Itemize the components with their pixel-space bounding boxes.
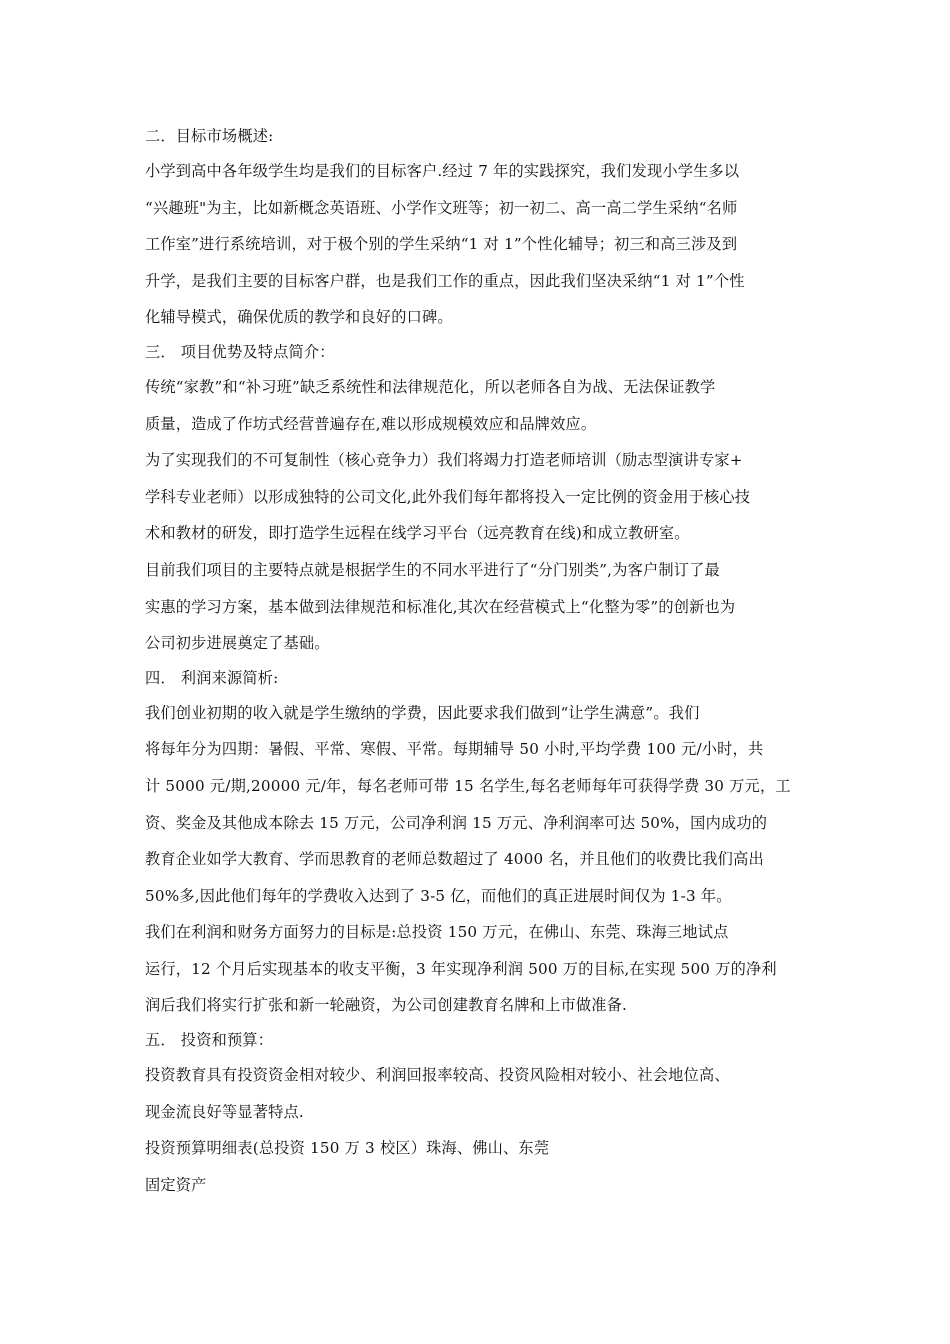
text-line: 目前我们项目的主要特点就是根据学生的不同水平进行了“分门别类”,为客户制订了最 <box>145 560 720 579</box>
text-line: 运行，12 个月后实现基本的收支平衡，3 年实现净利润 500 万的目标,在实现 500 万的净利 <box>145 959 777 978</box>
text-line: 教育企业如学大教育、学而思教育的老师总数超过了 4000 名，并且他们的收费比我们高出 <box>145 850 764 869</box>
section-heading: 三． 项目优势及特点简介： <box>145 342 335 361</box>
text-line: 化辅导模式，确保优质的教学和良好的口碑。 <box>145 308 453 327</box>
text-line: 润后我们将实行扩张和新一轮融资，为公司创建教育名牌和上市做准备. <box>145 996 628 1015</box>
text-line: 现金流良好等显著特点. <box>145 1102 304 1121</box>
text-line: 我们在利润和财务方面努力的目标是:总投资 150 万元，在佛山、东莞、珠海三地试点 <box>145 923 729 942</box>
text-line: 升学，是我们主要的目标客户群，也是我们工作的重点，因此我们坚决采纳“1 对 1”个性 <box>145 271 745 290</box>
text-line: 公司初步进展奠定了基础。 <box>145 634 330 653</box>
document-page <box>145 120 810 1203</box>
section-heading: 四． 利润来源简析: <box>145 668 279 687</box>
text-line: 传统“家教”和“补习班”缺乏系统性和法律规范化，所以老师各自为战、无法保证教学 <box>145 377 716 396</box>
section-heading: 五． 投资和预算： <box>145 1031 274 1050</box>
text-line: 实惠的学习方案，基本做到法律规范和标准化,其次在经营模式上“化整为零”的创新也为 <box>145 597 736 616</box>
text-line: 计 5000 元/期,20000 元/年，每名老师可带 15 名学生,每名老师每年可获得学费 30 万元，工 <box>145 776 791 795</box>
text-line: 学科专业老师）以形成独特的公司文化,此外我们每年都将投入一定比例的资金用于核心技 <box>145 487 751 506</box>
text-line: 我们创业初期的收入就是学生缴纳的学费，因此要求我们做到“让学生满意”。我们 <box>145 703 700 722</box>
text-line: 术和教材的研发，即打造学生远程在线学习平台（远亮教育在线)和成立教研室。 <box>145 524 690 543</box>
text-line: 固定资产 <box>145 1175 207 1194</box>
section-heading: 二．目标市场概述: <box>145 127 274 145</box>
text-line: 工作室”进行系统培训，对于极个别的学生采纳“1 对 1”个性化辅导；初三和高三涉及到 <box>145 235 738 254</box>
text-line: 资、奖金及其他成本除去 15 万元，公司净利润 15 万元、净利润率可达 50%，国内成功的 <box>145 813 768 832</box>
text-line: 质量，造成了作坊式经营普遍存在,难以形成规模效应和品牌效应。 <box>145 414 597 433</box>
text-line: “兴趣班"为主，比如新概念英语班、小学作文班等；初一初二、高一高二学生采纳“名师 <box>145 198 738 217</box>
text-line: 小学到高中各年级学生均是我们的目标客户.经过 7 年的实践探究，我们发现小学生多以 <box>145 162 740 180</box>
text-line: 投资预算明细表(总投资 150 万 3 校区）珠海、佛山、东莞 <box>145 1139 550 1158</box>
text-line: 为了实现我们的不可复制性（核心竞争力）我们将竭力打造老师培训（励志型演讲专家+ <box>145 451 743 470</box>
text-line: 投资教育具有投资资金相对较少、利润回报率较高、投资风险相对较小、社会地位高、 <box>145 1066 730 1085</box>
text-line: 将每年分为四期：暑假、平常、寒假、平常。每期辅导 50 小时,平均学费 100 元/小时，共 <box>145 740 764 759</box>
text-line: 50%多,因此他们每年的学费收入达到了 3-5 亿，而他们的真正进展时间仅为 1-3 年。 <box>145 886 732 905</box>
